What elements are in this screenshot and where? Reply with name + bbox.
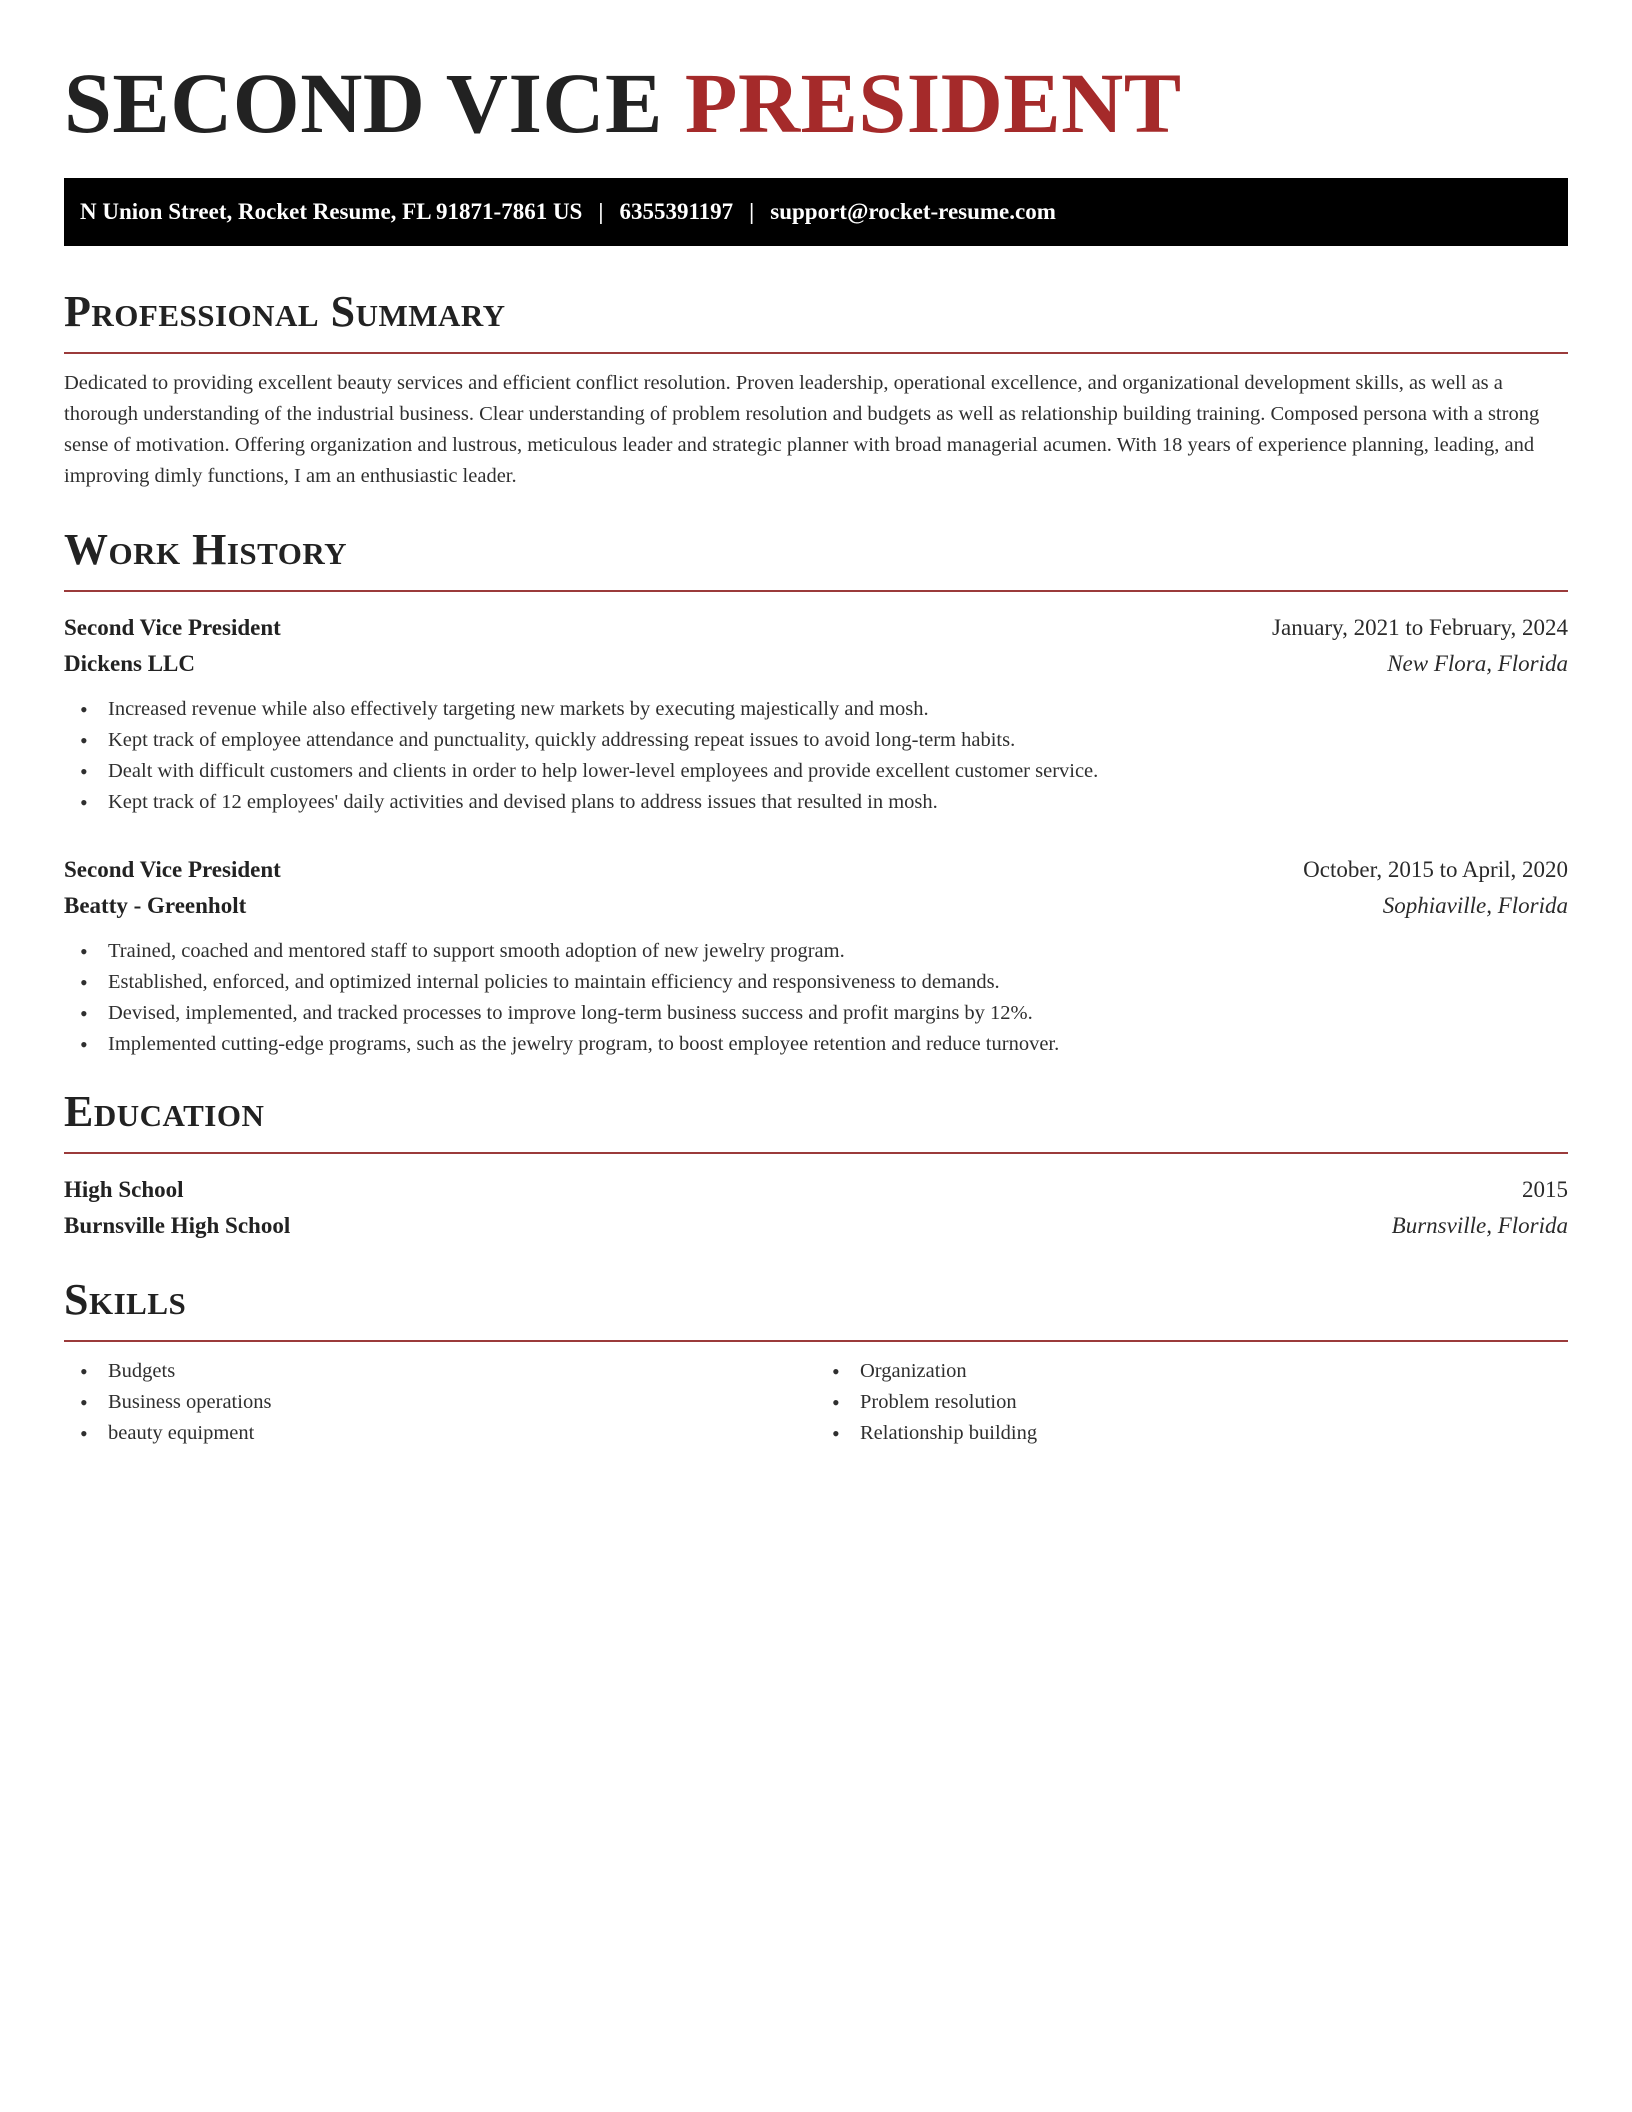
professional-summary-section [64, 286, 1568, 492]
education-entry [64, 1172, 1568, 1244]
contact-separator: | [598, 199, 604, 224]
contact-address: N Union Street, Rocket Resume, FL 91871-7861 US [80, 199, 583, 224]
job-bullet: • Increased revenue while also effectively targeting new markets by executing majestically and mosh. [80, 694, 1568, 725]
name-last: PRESIDENT [684, 55, 1182, 151]
skill-item: • Relationship building [832, 1418, 1568, 1449]
skills-list-right [816, 1356, 1568, 1449]
job-bullet: • Trained, coached and mentored staff to support smooth adoption of new jewelry program. [80, 936, 1568, 967]
education-degree: High School [64, 1177, 184, 1202]
job-company-row [64, 888, 1568, 924]
education-school-row [64, 1208, 1568, 1244]
job-location: Sophiaville, Florida [1382, 893, 1568, 918]
job-bullet: • Implemented cutting-edge programs, such as the jewelry program, to boost employee retention and reduce turnover. [80, 1029, 1568, 1060]
section-title-work: Work History [64, 525, 348, 574]
section-title-skills: Skills [64, 1275, 187, 1324]
section-title-education: Education [64, 1087, 265, 1136]
contact-phone: 6355391197 [619, 199, 734, 224]
job-bullet: • Devised, implemented, and tracked processes to improve long-term business success and profit margins by 12%. [80, 998, 1568, 1029]
work-history-section [64, 524, 1568, 1060]
job-entry [64, 852, 1568, 1060]
job-bullet: • Kept track of 12 employees' daily activities and devised plans to address issues that resulted in mosh. [80, 787, 1568, 818]
job-header-row [64, 852, 1568, 888]
job-dates: October, 2015 to April, 2020 [1303, 857, 1568, 882]
education-year: 2015 [1522, 1177, 1568, 1202]
section-divider [64, 352, 1568, 354]
job-location: New Flora, Florida [1387, 651, 1568, 676]
summary-text: Dedicated to providing excellent beauty services and efficient conflict resolution. Proven leadership, operational excellence, and organizational development skills, as well as a thorough understanding of the industrial business. Clear understanding of problem resolution and budgets as well as relationship building training. Composed persona with a strong sense of motivation. Offering organization and lustrous, meticulous leader and strategic planner with broad managerial acumen. With 18 years of experience planning, leading, and improving dimly functions, I am an enthusiastic leader. [64, 372, 1540, 487]
skills-section [64, 1274, 1568, 1449]
job-header-row [64, 610, 1568, 646]
job-bullets [64, 936, 1568, 1060]
section-divider [64, 590, 1568, 592]
education-section [64, 1086, 1568, 1244]
resume-name [64, 50, 1568, 156]
skill-item: • beauty equipment [80, 1418, 816, 1449]
job-dates: January, 2021 to February, 2024 [1272, 615, 1568, 640]
skills-list-left [64, 1356, 816, 1449]
job-bullet: • Dealt with difficult customers and clients in order to help lower-level employees and provide excellent customer service. [80, 756, 1568, 787]
contact-separator: | [749, 199, 755, 224]
job-role: Second Vice President [64, 615, 281, 640]
section-title-summary: Professional Summary [64, 287, 506, 336]
job-company-row [64, 646, 1568, 682]
education-location: Burnsville, Florida [1391, 1213, 1568, 1238]
job-company: Beatty - Greenholt [64, 893, 247, 918]
contact-bar [64, 178, 1568, 246]
education-school: Burnsville High School [64, 1213, 291, 1238]
education-header-row [64, 1172, 1568, 1208]
job-entry [64, 610, 1568, 818]
skill-item: • Business operations [80, 1387, 816, 1418]
job-bullet: • Established, enforced, and optimized internal policies to maintain efficiency and responsiveness to demands. [80, 967, 1568, 998]
contact-email: support@rocket-resume.com [770, 199, 1056, 224]
section-divider [64, 1152, 1568, 1154]
job-role: Second Vice President [64, 857, 281, 882]
section-divider [64, 1340, 1568, 1342]
skill-item: • Problem resolution [832, 1387, 1568, 1418]
skill-item: • Budgets [80, 1356, 816, 1387]
skill-item: • Organization [832, 1356, 1568, 1387]
skills-columns [64, 1356, 1568, 1449]
job-bullets [64, 694, 1568, 818]
job-bullet: • Kept track of employee attendance and punctuality, quickly addressing repeat issues to avoid long-term habits. [80, 725, 1568, 756]
name-first: SECOND VICE [64, 55, 663, 151]
job-company: Dickens LLC [64, 651, 195, 676]
